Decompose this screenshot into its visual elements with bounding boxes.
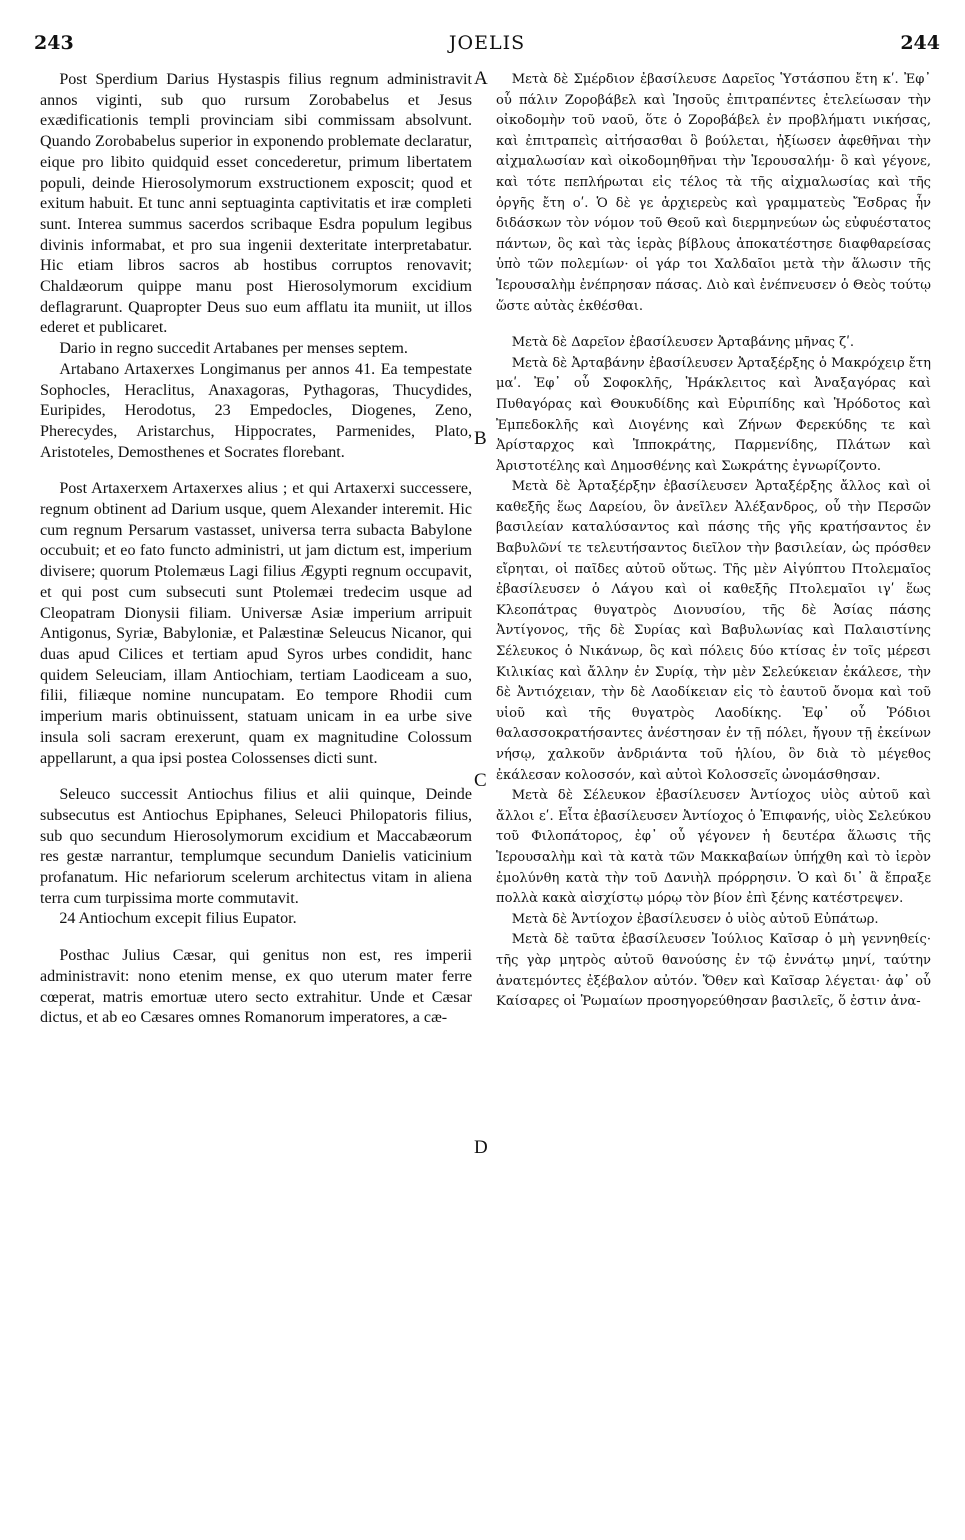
right-page-number: 244: [900, 32, 940, 54]
latin-paragraph: Posthac Julius Cæsar, qui genitus non est, res imperii administravit: nono etenim mense, ex quo uterum mater ferre cœperat, matris emortuæ utero secto extrahitur. Unde et Cæsar dictus, et ab eo Cæsares omnes Romanorum imperatores, a cæ-: [40, 947, 472, 1027]
greek-paragraph: Μετὰ δὲ Δαρεῖον ἐβασίλευσεν Ἀρταβάνης μῆνας ζʹ.: [511, 335, 855, 351]
latin-paragraph: Dario in regno succedit Artabanes per menses septem.: [59, 340, 408, 358]
greek-paragraph: Μετὰ δὲ Σέλευκον ἐβασίλευσεν Ἀντίοχος υἱὸς αὐτοῦ καὶ ἄλλοι εʹ. Εἶτα ἐβασίλευσεν Ἀντίοχος ὁ Ἐπιφανής, υἱὸς Σελεύκου τοῦ Φιλοπάτορος, ἐφ᾽ οὗ γέγονεν ἡ δευτέρα ἅλωσις τῆς Ἱερουσαλὴμ καὶ τὰ κατὰ τῶν Μακκαβαίων ὑπήχθη καὶ τὸ ἱερὸν ἐμολύνθη κατὰ τὴν τοῦ Δανιὴλ πρόρρησιν. Ὁ καὶ δι᾽ ἃ ἔπραξε πολλὰ κακὰ αἰσχίστῳ μόρῳ τὸν βίον ἐπὶ ξένης κατέστρεψεν.: [496, 788, 931, 907]
greek-paragraph: Μετὰ δὲ Ἀντίοχον ἐβασίλευσεν ὁ υἱὸς αὐτοῦ Εὐπάτωρ.: [511, 911, 879, 927]
greek-column: [496, 70, 931, 1013]
page-header: [34, 32, 940, 58]
greek-paragraph: Μετὰ δὲ Σμέρδιον ἐβασίλευσε Δαρεῖος Ὑστάσπου ἔτη κʹ. Ἐφ᾽ οὗ πάλιν Ζοροβάβελ καὶ Ἰησοῦς ἐπιτραπέντες ἐτελείωσαν τὴν οἰκοδομὴν τοῦ ναοῦ, ὅτε ὁ Ζοροβάβελ ἐν προβλήματι νικήσας, καὶ ἐπιτραπεὶς αἰτήσασθαι ὃ βούλεται, ἠξίωσεν ἀφεθῆναι τὴν αἰχμαλωσίαν καὶ οἰκοδομηθῆναι τὴν Ἱερουσαλήμ· ὃ καὶ γέγονε, καὶ τότε πεπλήρωται εἰς τέλος τὰ τῆς αἰχμαλωσίας καὶ τῆς ὀργῆς ἔτη οʹ. Ὁ δὲ γε ἀρχιερεὺς καὶ γραμματεὺς Ἔσδρας ἦν διδάσκων τὸν νόμον τοῦ Θεοῦ καὶ διερμηνεύων ὡς εὐφυέστατος πάντων, ὃς καὶ τὰς ἱερὰς βίβλους ἀποκατέστησε διαφθαρείσας ὑπὸ τῶν πολεμίων· οἱ γάρ τοι Χαλδαῖοι μετὰ τὴν ἅλωσιν τῆς Ἱερουσαλὴμ ἐνέπρησαν πάσας. Διὸ καὶ ἐνέπνευσεν ὁ Θεὸς τούτῳ ὥστε αὐτὰς ἐκθέσθαι.: [496, 72, 931, 314]
margin-marker-d: D: [474, 1137, 488, 1158]
margin-marker-a: A: [474, 68, 488, 89]
latin-paragraph: Artabano Artaxerxes Longimanus per annos 41. Ea tempestate Sophocles, Heraclitus, Anaxagoras, Pythagoras, Thucydides, Euripides, Herodotus, 23 Empedocles, Diogenes, Zeno, Pherecydes, Aristarchus, Hippocrates, Parmenides, Plato, Aristoteles, Demosthenes et Socrates florebant.: [40, 360, 472, 461]
left-page-number: 243: [34, 32, 74, 54]
greek-paragraph: Μετὰ δὲ Ἀρταβάνην ἐβασίλευσεν Ἀρταξέρξης ὁ Μακρόχειρ ἔτη μαʹ. Ἐφ᾽ οὗ Σοφοκλῆς, Ἡράκλειτος καὶ Ἀναξαγόρας καὶ Πυθαγόρας καὶ Θουκυδίδης καὶ Εὐριπίδης καὶ Ἡρόδοτος καὶ Ἐμπεδοκλῆς καὶ Διογένης καὶ Ζήνων Φερεκύδης τε καὶ Ἀρίσταρχος καὶ Ἱπποκράτης, Παρμενίδης, Πλάτων καὶ Ἀριστοτέλης καὶ Δημοσθένης καὶ Σωκράτης ἐγνωρίζοντο.: [496, 355, 931, 474]
greek-paragraph: Μετὰ δὲ Ἀρταξέρξην ἐβασίλευσεν Ἀρταξέρξης ἄλλος καὶ οἱ καθεξῆς ἕως Δαρείου, ὃν ἀνεῖλεν Ἀλέξανδρος, οὗ τὴν Περσῶν βασιλείαν καταλύσαντος καὶ πάσης τῆς γῆς κρατήσαντος ἐν Βαβυλῶνί τε τελευτήσαντος διεῖλον τὴν βασιλείαν, ὡς πρόσθεν εἴρηται, οἱ παῖδες αὐτοῦ οὕτως. Τῆς μὲν Αἰγύπτου Πτολεμαῖος ἐβασίλευσεν ὁ Λάγου καὶ οἱ καθεξῆς Πτολεμαῖοι ιγʹ ἕως Κλεοπάτρας θυγατρὸς Διονυσίου, τῆς δὲ Ἀσίας πάσης Ἀντίγονος, τῆς δὲ Συρίας καὶ Βαβυλωνίας καὶ Παλαιστίνης Σέλευκος ὁ Νικάνωρ, ὃς καὶ πόλεις δύο κτίσας ἐν τοῖς μέρεσι Κιλικίας καὶ ἄλλην ἐν Συρίᾳ, τὴν μὲν Σελεύκειαν ἐκάλεσε, τὴν δὲ Ἀντιόχειαν, τὴν δὲ Λαοδίκειαν εἰς τὸ ἑαυτοῦ ὄνομα καὶ τοῦ υἱοῦ καὶ τῆς θυγατρὸς Λαοδίκης. Ἐφ᾽ οὗ Ῥόδιοι θαλασσοκρατήσαντες ἀνέστησαν ἐν τῇ πόλει, ἤγουν τῇ ἐκείνων νήσῳ, χαλκοῦν ἀνδριάντα τοῦ ἡλίου, ὃν διὰ τὸ μέγεθος ἐκάλεσαν κολοσσόν, καὶ αὐτοὶ Κολοσσεῖς ὠνομάσθησαν.: [496, 479, 931, 783]
greek-paragraph: Μετὰ δὲ ταῦτα ἐβασίλευσεν Ἰούλιος Καῖσαρ ὁ μὴ γεννηθείς· τῆς γὰρ μητρὸς αὐτοῦ θανούσης ἐν τῷ ἐννάτῳ μηνί, ταύτην ἀνατεμόντες ἐξέβαλον αὐτόν. Ὅθεν καὶ Καῖσαρ λέγεται· ἀφ᾽ οὗ Καίσαρες οἱ Ῥωμαίων προσηγορεύθησαν βασιλεῖς, ὅ ἐστιν ἀνα-: [496, 932, 931, 1010]
margin-marker-b: B: [474, 428, 487, 449]
latin-paragraph: Post Sperdium Darius Hystaspis filius regnum administravit annos viginti, sub quo rursum Zorobabelus et Jesus exædificationis templi provinciam sibi commissam absolvunt. Quando Zorobabelus superior in exponendo problemate declaratur, eique pro libito quidquid esset concederetur, primum libertatem populi, deinde Hierosolymorum exstructionem exposcit; quod et exitum habuit. Et tunc anni septuaginta captivitatis et iræ completi sunt. Interea summus sacerdos scribaque Esdra populum legibus divinis informabat, et pro sua ingenii dexteritate interpretabatur. Hic etiam libros sacros ab hostibus corruptos renovavit; Chaldæorum quippe manu post Hierosolymorum excidium deflagrarunt. Quapropter Deus suo eum afflatu ita muniit, ut illos ederet et publicaret.: [40, 71, 472, 337]
latin-column: [40, 70, 472, 1029]
running-title: JOELIS: [448, 32, 526, 54]
margin-marker-c: C: [474, 770, 487, 791]
latin-paragraph: Post Artaxerxem Artaxerxes alius ; et qui Artaxerxi successere, regnum obtinent ad Darium usque, quem Alexander interemit. Hic cum regnum Persarum vastasset, universa terra subacta Babylone occubuit; et eo fato functo administri, ut jam dictum est, imperium divisere; quorum Ptolemæus Lagi filius Ægypti regnum occupavit, et qui post cum subsecuti sunt Ptolemæi tredecim usque ad Cleopatram Dionysii filiam. Universæ Asiæ imperium arripuit Antigonus, Syriæ, Babyloniæ, et Palæstinæ Seleucus Nicanor, qui duas apud Cilices et tertiam apud Syros urbes condidit, hanc quidem Seleuciam, illam Antiochiam, tertiam Laodiceam a suo, filii, filiæque nomine nuncupatam. Eo tempore Rhodii cum imperium maris obtinuissent, statuam unicam in ea urbe sive insula soli sacram erexerunt, quam ex magnitudine Colossum appellarunt, a qua ipsi postea Colossenses dicti sunt.: [40, 480, 472, 767]
latin-paragraph: 24 Antiochum excepit filius Eupator.: [59, 910, 297, 928]
latin-paragraph: Seleuco successit Antiochus filius et alii quinque, Deinde subsecutus est Antiochus Epiphanes, Seleuci Philopatoris filius, sub quo secundum Hierosolymorum excidium et Maccabæorum res gestæ narrantur, templumque secundum Danielis vaticinium profanatum. Hic nefariorum scelerum architectus vitam in aliena terra cum turpissima morte commutavit.: [40, 786, 472, 907]
